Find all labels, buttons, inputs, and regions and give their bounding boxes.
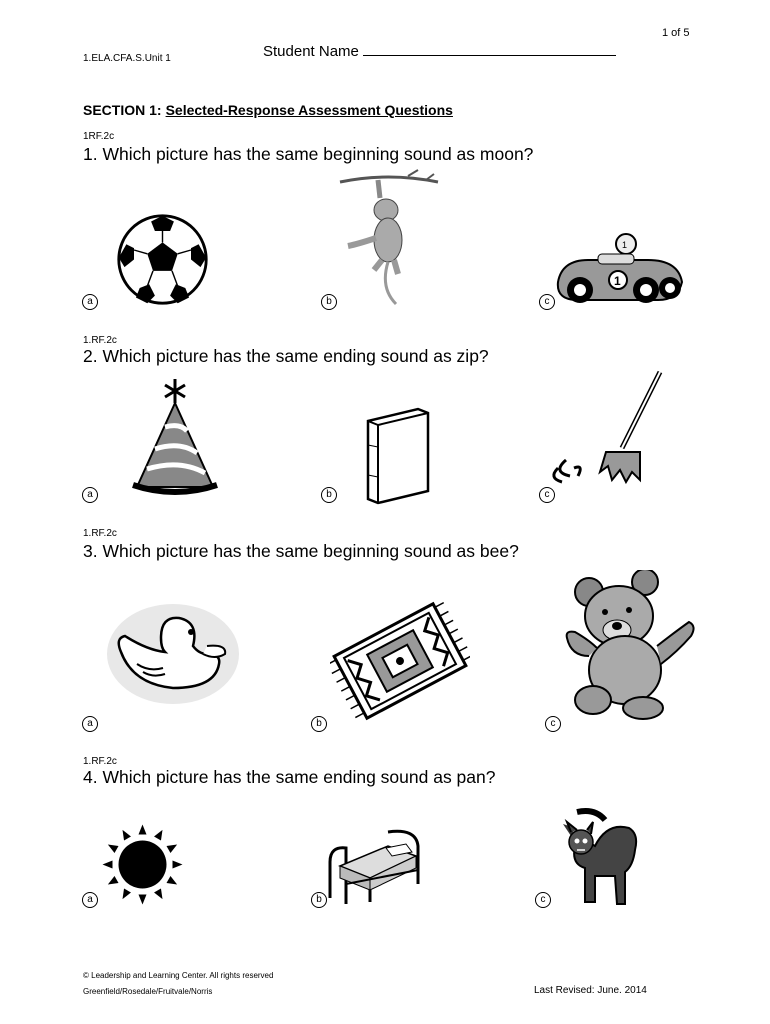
question-1-text: 1. Which picture has the same beginning sound as moon? — [83, 144, 534, 164]
document-code: 1.ELA.CFA.S.Unit 1 — [83, 53, 171, 64]
mop-icon — [548, 368, 673, 488]
footer-schools: Greenfield/Rosedale/Fruitvale/Norris — [83, 987, 213, 996]
question-1-standard: 1RF.2c — [83, 131, 115, 142]
footer-last-revised: Last Revised: June. 2014 — [534, 985, 647, 996]
section-heading — [83, 102, 453, 118]
cat-icon — [555, 806, 647, 908]
question-2-standard: 1.RF.2c — [83, 335, 117, 346]
duck-icon — [103, 598, 243, 708]
option-a-q4[interactable]: a — [82, 892, 98, 908]
option-c-q3[interactable]: c — [545, 716, 561, 732]
option-b-q1[interactable]: b — [321, 294, 337, 310]
bed-icon — [326, 826, 426, 908]
student-name-row — [263, 41, 616, 60]
soccer-ball-icon — [115, 212, 210, 307]
race-car-icon — [548, 230, 688, 310]
student-name-label: Student Name — [263, 43, 359, 60]
party-hat-icon — [125, 375, 225, 500]
option-a-q1[interactable]: a — [82, 294, 98, 310]
option-c-q1[interactable]: c — [539, 294, 555, 310]
option-b-q4[interactable]: b — [311, 892, 327, 908]
question-4-standard: 1.RF.2c — [83, 756, 117, 767]
sun-icon — [100, 822, 185, 907]
page-indicator: 1 of 5 — [662, 27, 690, 39]
student-name-line[interactable] — [363, 41, 616, 56]
option-b-q2[interactable]: b — [321, 487, 337, 503]
option-a-q3[interactable]: a — [82, 716, 98, 732]
monkey-icon — [338, 168, 443, 308]
question-3-standard: 1.RF.2c — [83, 528, 117, 539]
section-title: Selected-Response Assessment Questions — [165, 102, 453, 118]
svg-text:1: 1 — [622, 240, 628, 250]
option-c-q4[interactable]: c — [535, 892, 551, 908]
option-c-q2[interactable]: c — [539, 487, 555, 503]
question-2-text: 2. Which picture has the same ending sound as zip? — [83, 346, 489, 366]
footer-copyright: © Leadership and Learning Center. All rights reserved — [83, 971, 274, 980]
option-a-q2[interactable]: a — [82, 487, 98, 503]
question-3-text: 3. Which picture has the same beginning sound as bee? — [83, 541, 519, 561]
svg-text:1: 1 — [614, 274, 621, 288]
teddy-bear-icon — [563, 570, 698, 720]
question-4-text: 4. Which picture has the same ending sound as pan? — [83, 767, 496, 787]
book-icon — [358, 405, 433, 505]
option-b-q3[interactable]: b — [311, 716, 327, 732]
section-label: SECTION 1: — [83, 102, 162, 118]
rug-icon — [330, 596, 470, 726]
